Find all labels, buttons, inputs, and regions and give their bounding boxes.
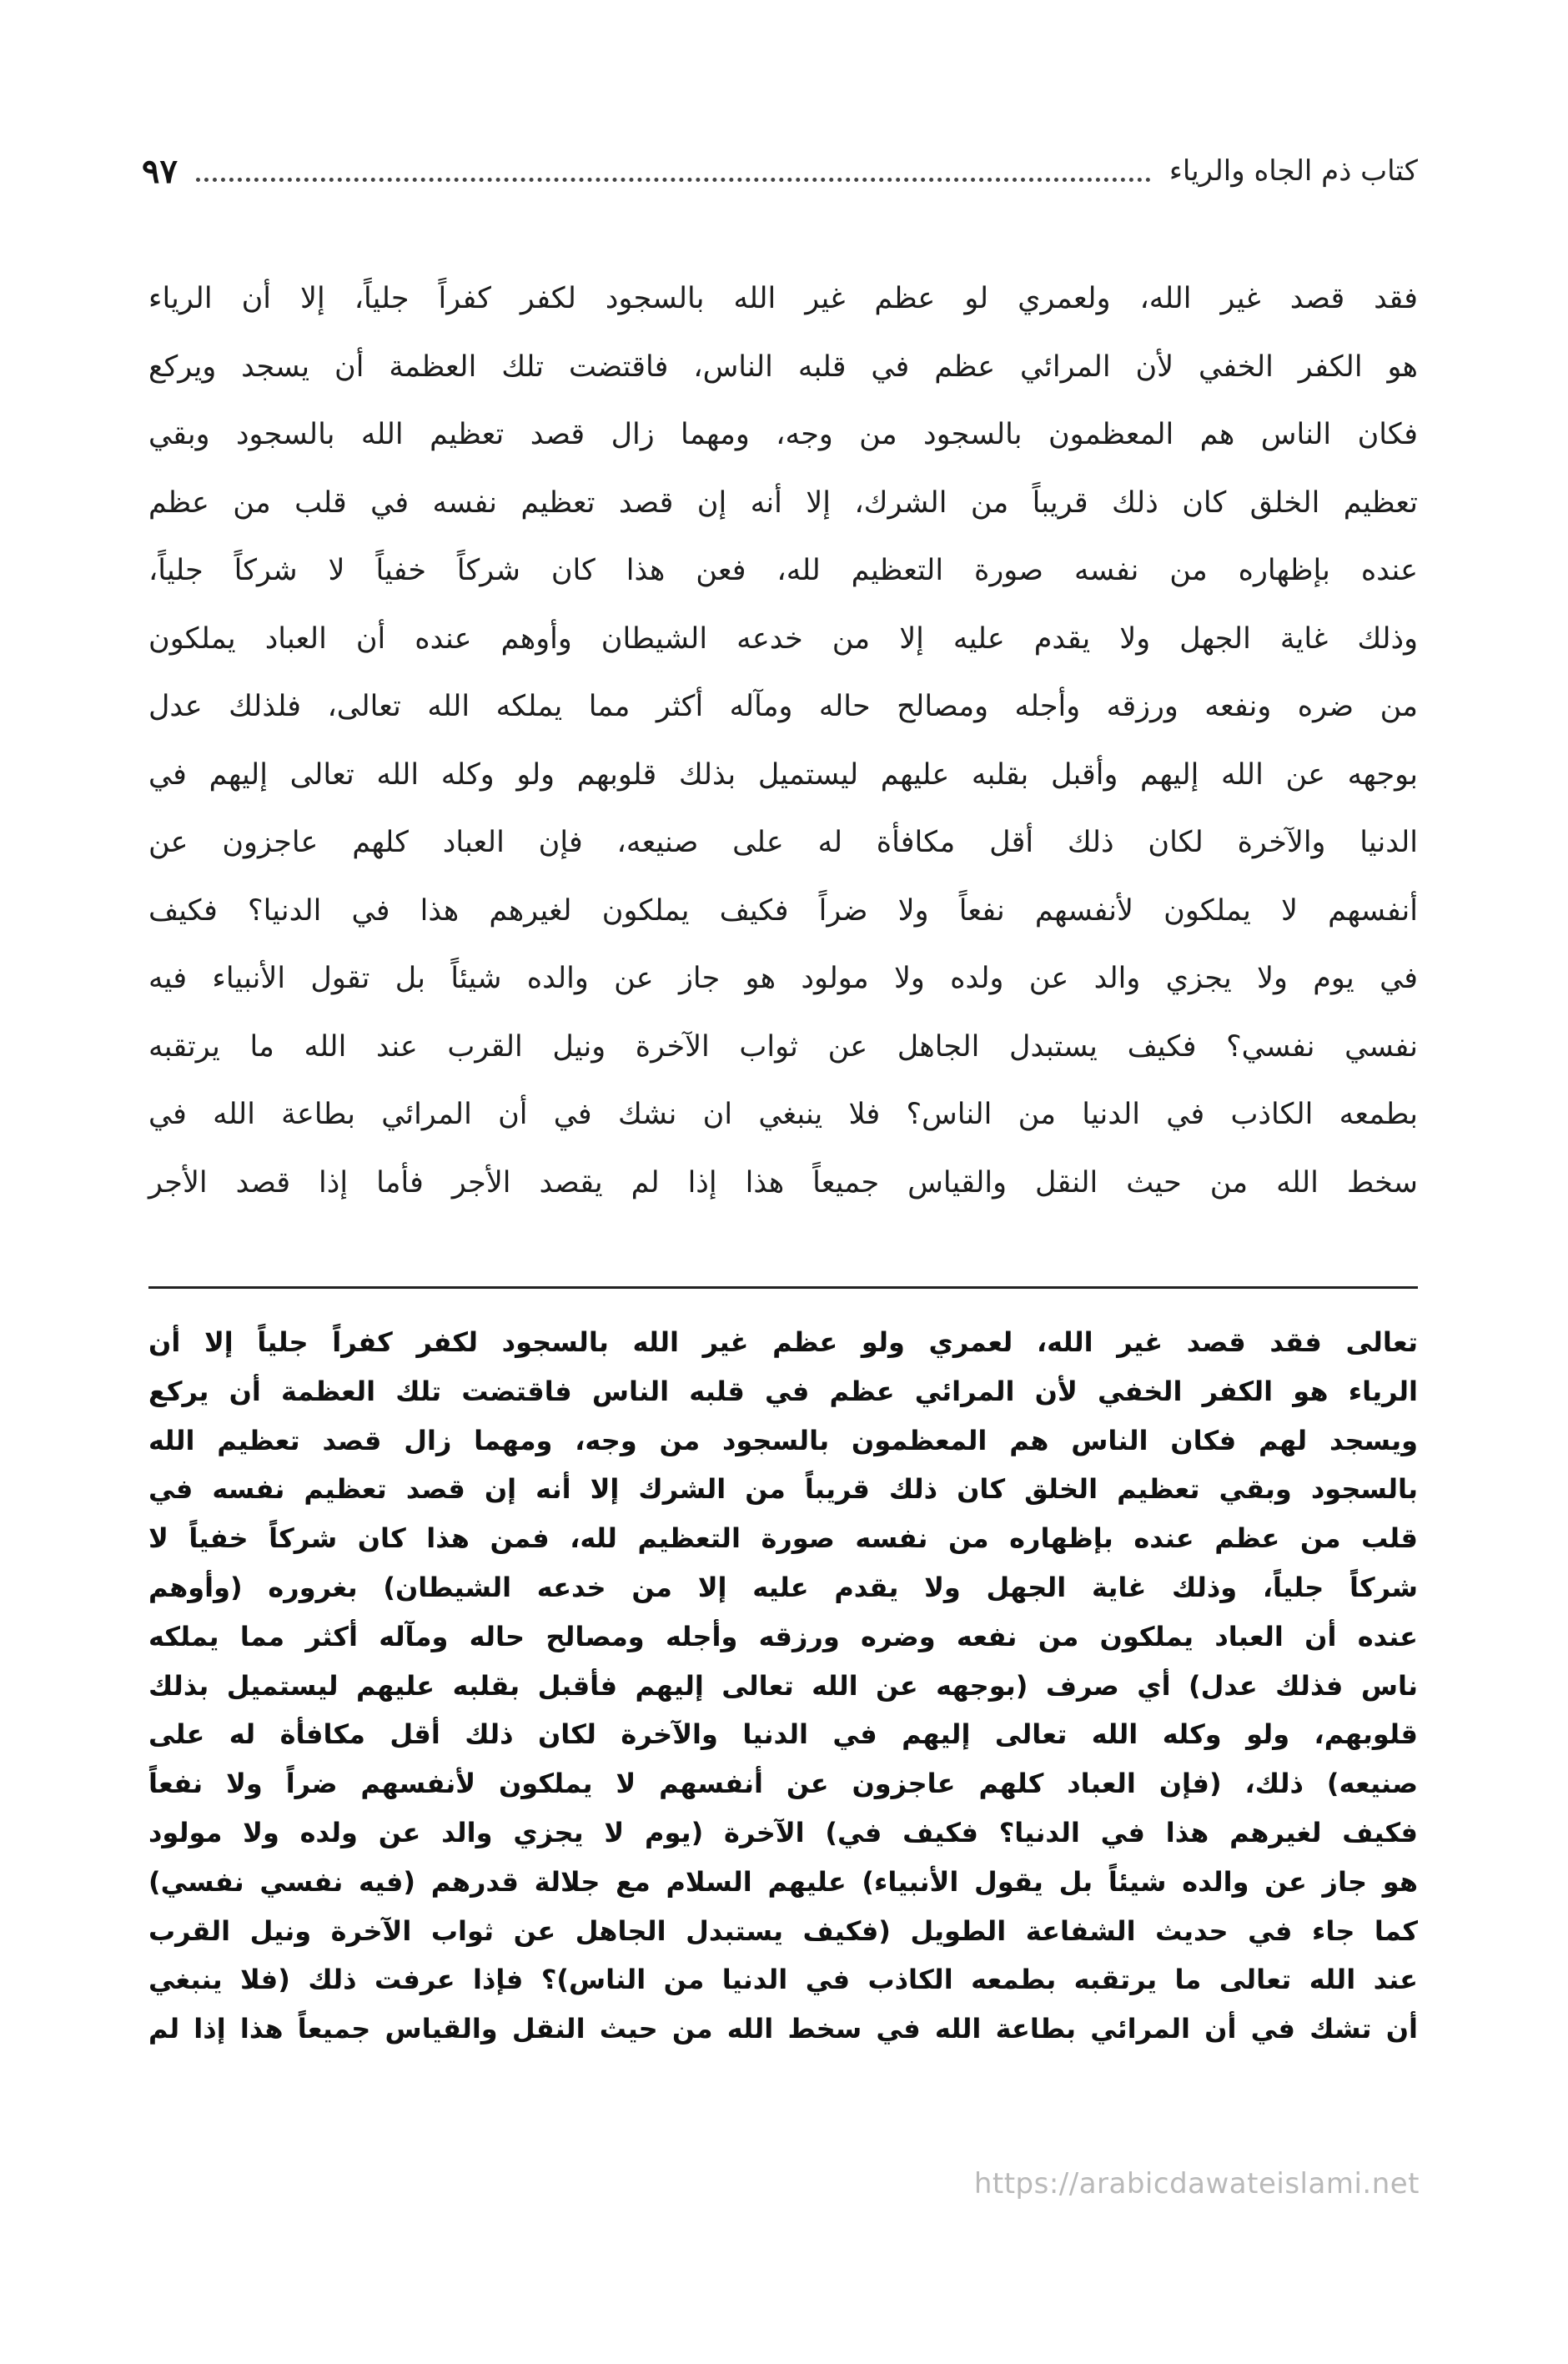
commentary-line: شركاً جلياً، وذلك غاية الجهل ولا يقدم عليه إلا من خدعه الشيطان) بغروره (وأوهم <box>148 1571 1418 1603</box>
commentary-line: ناس فذلك عدل) أي صرف (بوجهه عن الله تعالى إليهم فأقبل بقلبه عليهم ليستميل بذلك <box>148 1669 1418 1702</box>
main-text-block <box>148 265 1418 1217</box>
leader-dots <box>196 178 1151 182</box>
main-text-line: عنده بإظهاره من نفسه صورة التعظيم لله، فعن هذا كان شركاً خفياً لا شركاً جلياً، <box>148 554 1418 587</box>
main-text-line: بوجهه عن الله إليهم وأقبل بقلبه عليهم ليستميل بذلك قلوبهم ولو وكله الله تعالى إليهم في <box>148 757 1419 792</box>
main-text-line: نفسي نفسي؟ فكيف يستبدل الجاهل عن ثواب الآخرة ونيل القرب عند الله ما يرتقبه <box>148 1029 1418 1064</box>
main-text-line: سخط الله من حيث النقل والقياس جميعاً هذا إذا لم يقصد الأجر فأما إذا قصد الأجر <box>148 1165 1418 1200</box>
commentary-line: قلب من عظم عنده بإظهاره من نفسه صورة التعظيم لله، فمن هذا كان شركاً خفياً لا <box>148 1522 1418 1555</box>
commentary-line: ويسجد لهم فكان الناس هم المعظمون بالسجود من وجه، ومهما زال قصد تعظيم الله <box>148 1424 1418 1456</box>
commentary-line: كما جاء في حديث الشفاعة الطويل (فكيف يستبدل الجاهل عن ثواب الآخرة ونيل القرب <box>148 1914 1418 1947</box>
separator-rule <box>148 1286 1418 1289</box>
main-text-line: وذلك غاية الجهل ولا يقدم عليه إلا من خدعه الشيطان وأوهم عنده أن العباد يملكون <box>148 621 1418 656</box>
commentary-line: فكيف لغيرهم هذا في الدنيا؟ فكيف في) الآخرة (يوم لا يجزي والد عن ولده ولا مولود <box>148 1816 1418 1848</box>
commentary-line: تعالى فقد قصد غير الله، لعمري ولو عظم غير الله بالسجود لكفر كفراً جلياً إلا أن <box>148 1326 1418 1358</box>
commentary-line: هو جاز عن والده شيئاً بل يقول الأنبياء) عليهم السلام مع جلالة قدرهم (فيه نفسي نفسي) <box>148 1865 1418 1898</box>
commentary-line: الرياء هو الكفر الخفي لأن المرائي عظم في قلبه الناس فاقتضت تلك العظمة أن يركع <box>148 1375 1418 1407</box>
main-text-line: تعظيم الخلق كان ذلك قريباً من الشرك، إلا أنه إن قصد تعظيم نفسه في قلب من عظم <box>148 485 1418 520</box>
commentary-line: بالسجود وبقي تعظيم الخلق كان ذلك قريباً من الشرك إلا أنه إن قصد تعظيم نفسه في <box>148 1473 1418 1506</box>
watermark-url: https://arabicdawateislami.net <box>973 2167 1420 2201</box>
main-text-line: من ضره ونفعه ورزقه وأجله ومصالح حاله ومآله أكثر مما يملكه الله تعالى، فلذلك عدل <box>148 690 1418 723</box>
commentary-line: أن تشك في أن المرائي بطاعة الله في سخط الله من حيث النقل والقياس جميعاً هذا إذا لم <box>148 2013 1418 2045</box>
main-text-line: الدنيا والآخرة لكان ذلك أقل مكافأة له على صنيعه، فإن العباد كلهم عاجزون عن <box>148 826 1418 859</box>
chapter-title: كتاب ذم الجاه والرياء <box>1168 154 1418 188</box>
commentary-line: عنده أن العباد يملكون من نفعه وضره ورزقه وأجله ومصالح حاله ومآله أكثر مما يملكه <box>148 1620 1418 1652</box>
commentary-line: عند الله تعالى ما يرتقبه بطمعه الكاذب في الدنيا من الناس)؟ فإذا عرفت ذلك (فلا ينبغي <box>148 1964 1418 1996</box>
main-text-line: بطمعه الكاذب في الدنيا من الناس؟ فلا ينبغي ان نشك في أن المرائي بطاعة الله في <box>148 1098 1418 1131</box>
commentary-text-block <box>148 1318 1418 2054</box>
main-text-line: فقد قصد غير الله، ولعمري لو عظم غير الله بالسجود لكفر كفراً جلياً، إلا أن الرياء <box>148 282 1418 315</box>
commentary-line: صنيعه) ذلك، (فإن العباد كلهم عاجزون عن أنفسهم لا يملكون لأنفسهم ضراً ولا نفعاً <box>148 1768 1418 1800</box>
main-text-line: أنفسهم لا يملكون لأنفسهم نفعاً ولا ضراً فكيف يملكون لغيرهم هذا في الدنيا؟ فكيف <box>148 893 1418 928</box>
main-text-line: فكان الناس هم المعظمون بالسجود من وجه، ومهما زال قصد تعظيم الله بالسجود وبقي <box>148 418 1418 451</box>
page-number: ٩٧ <box>142 151 178 191</box>
main-text-line: في يوم ولا يجزي والد عن ولده ولا مولود هو جاز عن والده شيئاً بل تقول الأنبياء فيه <box>148 962 1418 995</box>
main-text-line: هو الكفر الخفي لأن المرائي عظم في قلبه الناس، فاقتضت تلك العظمة أن يسجد ويركع <box>148 350 1418 384</box>
running-header <box>142 146 1418 196</box>
commentary-line: قلوبهم، ولو وكله الله تعالى إليهم في الدنيا والآخرة لكان ذلك أقل مكافأة له على <box>148 1718 1418 1751</box>
